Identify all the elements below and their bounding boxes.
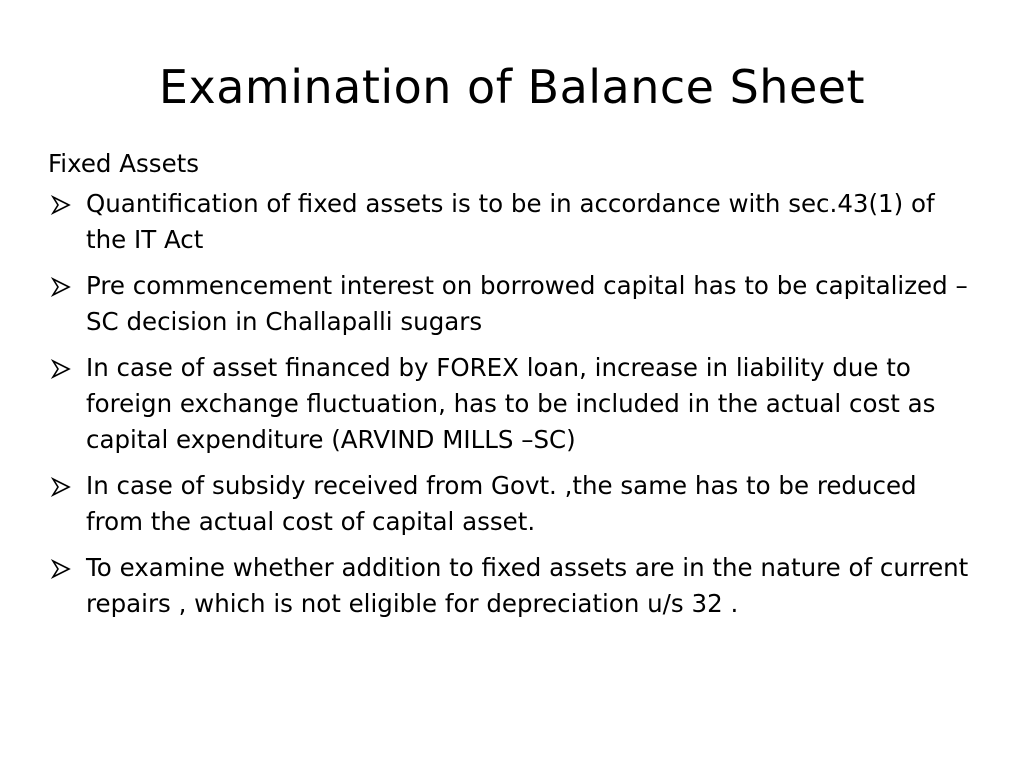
arrowhead-bullet-icon <box>50 194 72 216</box>
bullet-item <box>48 350 978 458</box>
arrowhead-bullet-icon <box>50 358 72 380</box>
bullet-item <box>48 268 978 340</box>
arrowhead-bullet-icon <box>50 476 72 498</box>
bullet-text: Pre commencement interest on borrowed capital has to be capitalized – SC decision in Challapalli sugars <box>86 271 968 336</box>
section-heading: Fixed Assets <box>48 149 200 178</box>
bullet-item <box>48 550 978 622</box>
arrowhead-bullet-icon <box>50 558 72 580</box>
bullet-item <box>48 186 978 258</box>
bullet-item <box>48 468 978 540</box>
slide-title: Examination of Balance Sheet <box>158 60 866 114</box>
bullet-text: Quantification of fixed assets is to be in accordance with sec.43(1) of the IT Act <box>86 189 935 254</box>
bullet-text: To examine whether addition to fixed assets are in the nature of current repairs , which is not eligible for depreciation u/s 32 . <box>86 553 969 618</box>
bullet-list <box>48 186 978 622</box>
slide-content <box>48 146 978 632</box>
bullet-text: In case of asset financed by FOREX loan, increase in liability due to foreign exchange fluctuation, has to be included in the actual cost as capital expenditure (ARVIND MILLS –SC) <box>86 353 936 454</box>
bullet-text: In case of subsidy received from Govt. ,the same has to be reduced from the actual cost of capital asset. <box>86 471 917 536</box>
arrowhead-bullet-icon <box>50 276 72 298</box>
